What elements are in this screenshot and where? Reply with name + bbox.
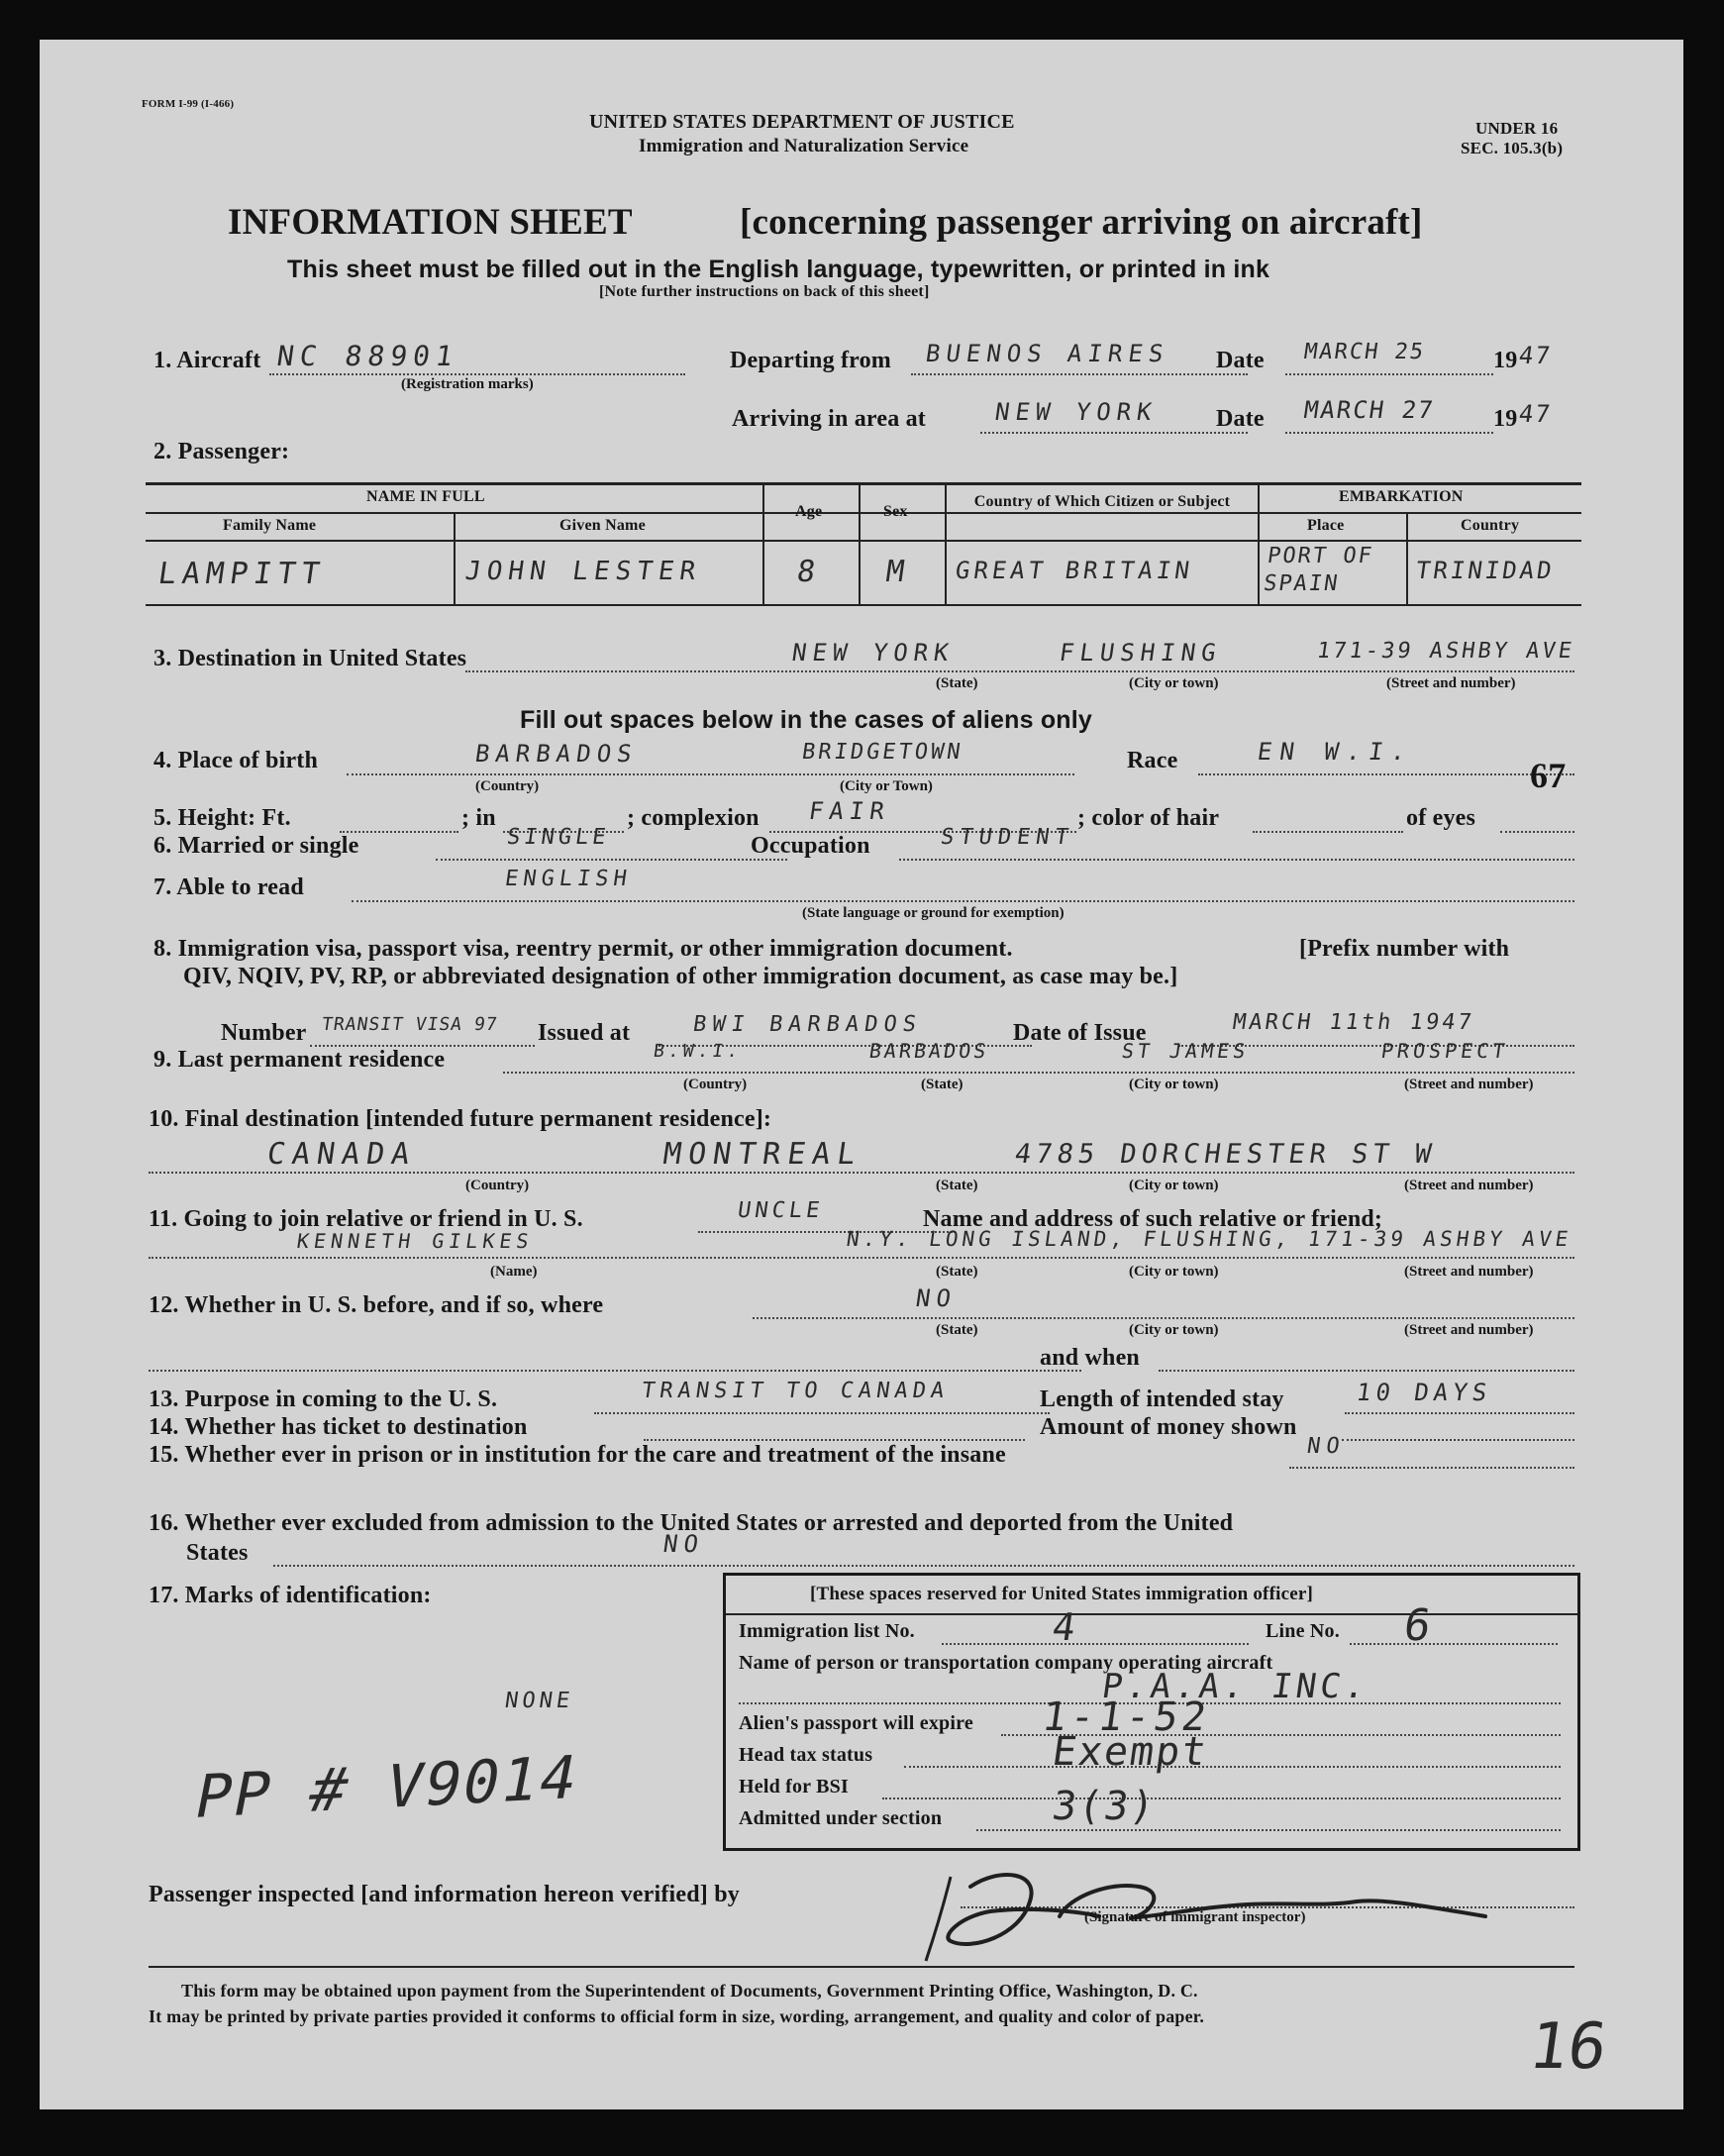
prison-label: 15. Whether ever in prison or in institution for the care and treatment of the insane [149, 1442, 1006, 1468]
company-value: P.A.A. INC. [1099, 1667, 1371, 1706]
caption-state: (State) [936, 675, 978, 691]
line-no-line [1350, 1643, 1558, 1645]
admitted-line [976, 1829, 1561, 1831]
excluded-label-line1: 16. Whether ever excluded from admission to the United States or arrested and deported from the United [149, 1510, 1234, 1536]
height-in-label: ; in [461, 805, 496, 831]
married-line [436, 859, 787, 861]
caption-rel-state: (State) [936, 1264, 978, 1280]
list-no-value: 4 [1049, 1605, 1084, 1649]
col-divider [1258, 484, 1260, 604]
money-label: Amount of money shown [1040, 1414, 1297, 1440]
bsi-line [882, 1797, 1561, 1799]
issued-at-value: BWI BARBADOS [691, 1012, 924, 1037]
race-value: EN W.I. [1256, 738, 1416, 766]
and-when-line [1159, 1370, 1574, 1372]
emb-place-value: PORT OF SPAIN [1262, 544, 1375, 596]
relative-label: 11. Going to join relative or friend in U. S. [149, 1206, 583, 1232]
final-destination-label: 10. Final destination [intended future permanent residence]: [149, 1106, 772, 1132]
footer-rule [149, 1966, 1574, 1968]
final-destination-line [149, 1172, 1574, 1174]
col-divider [454, 514, 456, 604]
residence-state: BARBADOS [867, 1039, 991, 1063]
header-family-name: Family Name [223, 517, 317, 534]
destination-label: 3. Destination in United States [153, 646, 467, 671]
head-tax-line [904, 1766, 1561, 1768]
caption-res-country: (Country) [683, 1077, 748, 1092]
arriving-label: Arriving in area at [732, 406, 926, 432]
header-embarkation: EMBARKATION [1339, 488, 1464, 505]
purpose-label: 13. Purpose in coming to the U. S. [149, 1386, 498, 1412]
service: Immigration and Naturalization Service [639, 136, 969, 156]
issued-at-label: Issued at [538, 1020, 631, 1046]
excluded-label-line2: States [186, 1540, 249, 1566]
ticket-line [644, 1439, 1025, 1441]
relation-value: UNCLE [736, 1198, 825, 1223]
inspection-label: Passenger inspected [and information hereon verified] by [149, 1882, 740, 1907]
col-divider [859, 484, 861, 604]
head-tax-value: Exempt [1049, 1729, 1211, 1775]
final-street: 4785 DORCHESTER ST W [1012, 1139, 1439, 1170]
ticket-label: 14. Whether has ticket to destination [149, 1414, 528, 1440]
bsi-label: Held for BSI [739, 1776, 849, 1797]
read-caption: (State language or ground for exemption) [802, 905, 1065, 921]
height-label: 5. Height: Ft. [153, 805, 291, 831]
occupation-label: Occupation [751, 833, 870, 859]
caption-final-city: (City or town) [1129, 1178, 1219, 1193]
stay-line [1345, 1412, 1574, 1414]
header-emb-place: Place [1307, 517, 1345, 534]
under-code: UNDER 16 [1475, 119, 1559, 138]
emb-country-value: TRINIDAD [1414, 557, 1557, 584]
birthplace-label: 4. Place of birth [153, 748, 319, 773]
arriving-value: NEW YORK [993, 398, 1160, 426]
officer-box-rule [726, 1613, 1577, 1615]
birthplace-line [347, 773, 1074, 775]
aircraft-label: 1. Aircraft [153, 348, 261, 373]
officer-box [723, 1573, 1580, 1851]
complexion-value: FAIR [807, 797, 892, 825]
caption-prev-city: (City or town) [1129, 1322, 1219, 1338]
birth-city: BRIDGETOWN [800, 740, 965, 765]
arrive-year-prefix: 19 [1493, 406, 1518, 432]
depart-date-value: MARCH 25 [1302, 340, 1427, 364]
eye-color-label: of eyes [1406, 805, 1476, 831]
money-line [1342, 1439, 1574, 1441]
previous-visit-value: NO [914, 1284, 959, 1312]
caption-res-street: (Street and number) [1404, 1077, 1534, 1092]
previous-visit-line [753, 1317, 1574, 1319]
caption-rel-name: (Name) [490, 1264, 538, 1280]
residence-line [503, 1072, 1574, 1074]
header-name-in-full: NAME IN FULL [366, 488, 485, 505]
residence-label: 9. Last permanent residence [153, 1047, 446, 1073]
married-value: SINGLE [505, 825, 612, 850]
depart-year-prefix: 19 [1493, 348, 1518, 373]
header-emb-country: Country [1461, 517, 1520, 534]
race-line [1198, 773, 1574, 775]
caption-birth-country: (Country) [475, 778, 540, 794]
footer-line1: This form may be obtained upon payment from the Superintendent of Documents, Government Printing Office, Washington, D. C. [181, 1981, 1198, 2001]
footer-line2: It may be printed by private parties provided it conforms to official form in size, wording, arrangement, and quality and color of paper. [149, 2006, 1205, 2026]
arrive-year: 47 [1517, 400, 1554, 428]
line-no-label: Line No. [1266, 1620, 1340, 1642]
previous-visit-label: 12. Whether in U. S. before, and if so, where [149, 1292, 604, 1318]
destination-state: NEW YORK [790, 639, 957, 667]
prison-value: NO [1305, 1434, 1348, 1459]
col-divider [945, 484, 947, 604]
purpose-line [594, 1412, 1050, 1414]
caption-final-street: (Street and number) [1404, 1178, 1534, 1193]
race-label: Race [1127, 748, 1178, 773]
relative-address-line [149, 1257, 1574, 1259]
caption-prev-state: (State) [936, 1322, 978, 1338]
birth-country: BARBADOS [473, 740, 640, 768]
caption-final-state: (State) [936, 1178, 978, 1193]
arriving-line [980, 432, 1248, 434]
issue-date-label: Date of Issue [1013, 1020, 1147, 1046]
depart-year: 47 [1517, 342, 1554, 369]
depart-date-label: Date [1216, 348, 1265, 373]
relative-address: N.Y. LONG ISLAND, FLUSHING, 171-39 ASHBY AVE [845, 1227, 1573, 1251]
section-code: SEC. 105.3(b) [1461, 139, 1564, 157]
table-bottom-rule [146, 604, 1581, 606]
aliens-only-header: Fill out spaces below in the cases of aliens only [520, 706, 1093, 734]
head-tax-label: Head tax status [739, 1744, 873, 1766]
caption-res-state: (State) [921, 1077, 963, 1092]
company-label: Name of person or transportation company operating aircraft [739, 1652, 1273, 1674]
col-divider [762, 484, 764, 604]
instruction: This sheet must be filled out in the English language, typewritten, or printed in ink [287, 256, 1270, 283]
header-given-name: Given Name [559, 517, 646, 534]
arrive-date-label: Date [1216, 406, 1265, 432]
departing-line [911, 373, 1248, 375]
officer-box-header: [These spaces reserved for United States immigration officer] [810, 1584, 1314, 1604]
caption-rel-city: (City or town) [1129, 1264, 1219, 1280]
instruction-note: [Note further instructions on back of this sheet] [599, 283, 930, 300]
document-label-line1: 8. Immigration visa, passport visa, reentry permit, or other immigration document. [153, 936, 1013, 962]
complexion-label: ; complexion [627, 805, 760, 831]
emb-rule [1260, 512, 1581, 514]
prison-line [1289, 1467, 1574, 1469]
passenger-label: 2. Passenger: [153, 439, 290, 464]
sex-value: M [883, 555, 913, 589]
marks-value: NONE [503, 1689, 575, 1713]
aircraft-line [269, 373, 685, 375]
document-number: TRANSIT VISA 97 [320, 1014, 500, 1035]
and-when-line-left [149, 1370, 1081, 1372]
arrive-date-line [1285, 432, 1493, 434]
relative-name: KENNETH GILKES [295, 1229, 536, 1253]
admitted-value: 3(3) [1049, 1784, 1160, 1829]
list-no-label: Immigration list No. [739, 1620, 915, 1642]
stay-value: 10 DAYS [1355, 1379, 1494, 1406]
citizen-value: GREAT BRITAIN [954, 557, 1195, 584]
document-label-line2: QIV, NQIV, PV, RP, or abbreviated designation of other immigration document, as case may be.] [183, 964, 1178, 989]
header-sex: Sex [883, 503, 908, 520]
caption-final-country: (Country) [465, 1178, 530, 1193]
table-header-rule [146, 540, 1581, 542]
issue-date-value: MARCH 11th 1947 [1231, 1010, 1476, 1035]
name-rule [146, 512, 762, 514]
hair-color-label: ; color of hair [1077, 805, 1220, 831]
arrive-date-value: MARCH 27 [1302, 396, 1437, 424]
occupation-line [899, 859, 1574, 861]
form-number: FORM I-99 (I-466) [142, 98, 235, 110]
signature-caption: (Signature of immigrant inspector) [1084, 1909, 1306, 1925]
excluded-value: NO [661, 1530, 706, 1558]
number-label: Number [221, 1020, 307, 1046]
registration-caption: (Registration marks) [401, 376, 534, 392]
destination-street: 171-39 ASHBY AVE [1315, 639, 1576, 664]
read-line [352, 900, 1574, 902]
final-state: MONTREAL [660, 1137, 864, 1172]
col-divider [1406, 514, 1408, 604]
passport-expire-label: Alien's passport will expire [739, 1712, 973, 1734]
residence-street: PROSPECT [1379, 1039, 1511, 1063]
caption-res-city: (City or town) [1129, 1077, 1219, 1092]
passport-expire-value: 1-1-52 [1039, 1694, 1213, 1740]
document-page [40, 40, 1683, 2109]
caption-rel-street: (Street and number) [1404, 1264, 1534, 1280]
header-age: Age [795, 503, 823, 520]
purpose-value: TRANSIT TO CANADA [640, 1379, 951, 1403]
stay-label: Length of intended stay [1040, 1386, 1284, 1412]
residence-city: ST JAMES [1120, 1039, 1252, 1063]
depart-date-line [1285, 373, 1493, 375]
residence-country: B.W.I. [652, 1041, 744, 1062]
destination-city: FLUSHING [1058, 639, 1224, 667]
race-code: 67 [1530, 756, 1567, 795]
aircraft-value: NC 88901 [274, 340, 461, 372]
page-number: 16 [1524, 2010, 1612, 2084]
married-label: 6. Married or single [153, 833, 359, 859]
form-title: INFORMATION SHEET [228, 202, 633, 243]
hair-line [1253, 831, 1403, 833]
document-prefix: [Prefix number with [1299, 936, 1510, 962]
marks-label: 17. Marks of identification: [149, 1583, 432, 1608]
table-top-rule [146, 482, 1581, 485]
departing-value: BUENOS AIRES [924, 340, 1171, 367]
caption-street: (Street and number) [1386, 675, 1516, 691]
read-label: 7. Able to read [153, 874, 304, 900]
and-when-label: and when [1040, 1345, 1140, 1371]
admitted-label: Admitted under section [739, 1807, 943, 1829]
read-value: ENGLISH [503, 867, 634, 891]
header-citizen-country: Country of Which Citizen or Subject [973, 493, 1231, 510]
caption-city: (City or town) [1129, 675, 1219, 691]
family-name-value: LAMPITT [155, 557, 328, 591]
caption-prev-street: (Street and number) [1404, 1322, 1534, 1338]
departing-label: Departing from [730, 348, 891, 373]
agency: UNITED STATES DEPARTMENT OF JUSTICE [589, 111, 1015, 133]
occupation-value: STUDENT [939, 825, 1076, 850]
eyes-line [1500, 831, 1574, 833]
given-name-value: JOHN LESTER [462, 557, 704, 586]
final-country: CANADA [264, 1137, 419, 1172]
age-value: 8 [794, 555, 824, 589]
list-no-line [942, 1643, 1249, 1645]
line-no-value: 6 [1400, 1600, 1441, 1651]
relative-name-label: Name and address of such relative or friend; [923, 1206, 1383, 1232]
passport-number-note: PP # V9014 [188, 1743, 585, 1832]
excluded-line [273, 1565, 1574, 1567]
caption-birth-city: (City or Town) [840, 778, 933, 794]
destination-line [465, 670, 1574, 672]
form-title-suffix: [concerning passenger arriving on aircraft] [740, 202, 1423, 243]
